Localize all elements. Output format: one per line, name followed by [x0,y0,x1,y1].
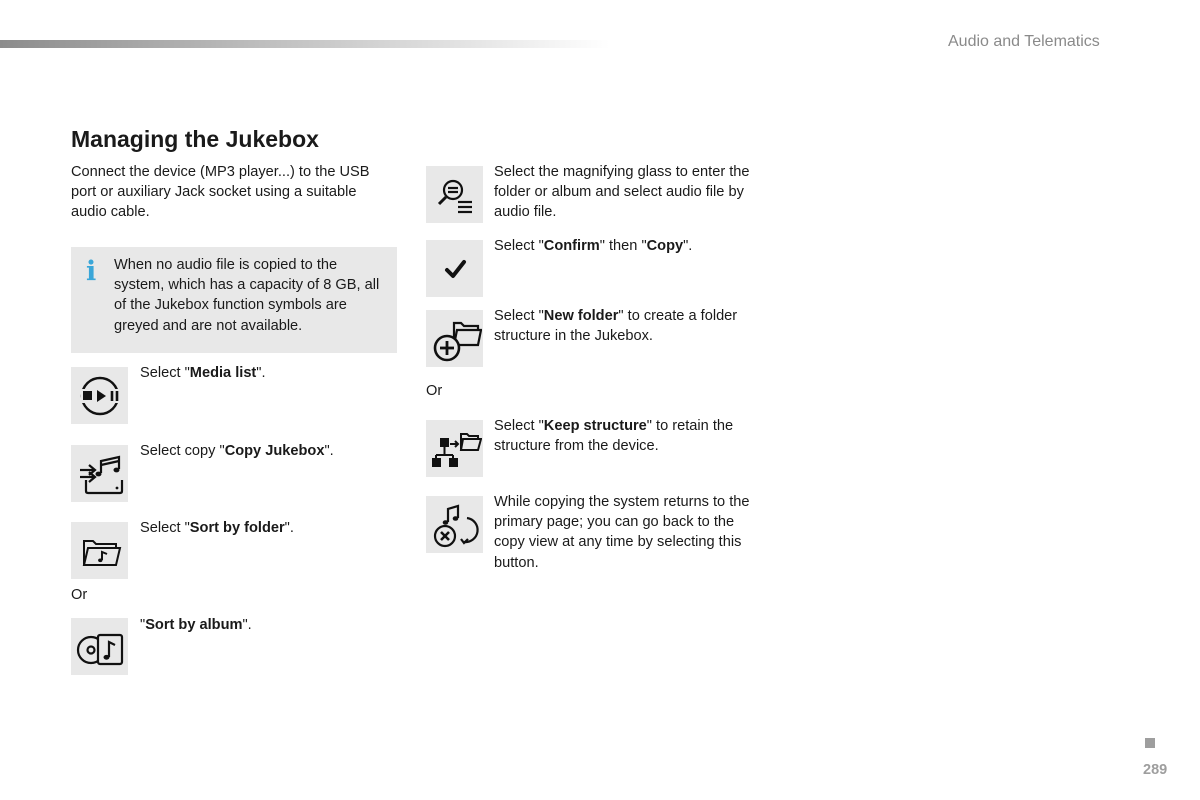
info-icon: i [86,256,97,287]
step-magnifying-glass: Select the magnifying glass to enter the folder or album and select audio file by audio file. [494,164,750,221]
step-confirm-copy: Select "Confirm" then "Copy". [494,238,693,254]
copy-jukebox-icon [71,445,128,502]
step-sort-by-folder: Select "Sort by folder". [140,520,294,536]
step-copy-progress: While copying the system returns to the primary page; you can go back to the copy view at any time by selecting this button. [494,494,750,571]
sort-by-album-icon [71,618,128,675]
section-title: Audio and Telematics [948,33,1100,50]
step-copy-jukebox: Select copy "Copy Jukebox". [140,443,334,459]
copy-progress-icon [426,496,483,553]
page-number: 289 [1143,762,1168,778]
info-note [71,247,397,353]
info-note-text: When no audio file is copied to the system, which has a capacity of 8 GB, all of the Jukebox function symbols are greyed and are not available. [114,257,380,334]
intro-paragraph: Connect the device (MP3 player...) to the USB port or auxiliary Jack socket using a suitable audio cable. [71,164,370,221]
sort-by-folder-icon [71,522,128,579]
step-sort-by-album: "Sort by album". [140,617,252,633]
magnifying-glass-icon [426,166,483,223]
step-media-list: Select "Media list". [140,365,266,381]
checkmark-icon [426,240,483,297]
page-title: Managing the Jukebox [71,126,319,152]
media-list-icon [71,367,128,424]
step-keep-structure: Select "Keep structure" to retain the structure from the device. [494,418,734,455]
step-new-folder: Select "New folder" to create a folder structure in the Jukebox. [494,308,738,345]
new-folder-icon [426,310,483,367]
page-marker [1145,738,1155,748]
or-separator-left: Or [71,587,88,603]
header-gradient-bar [0,40,610,48]
or-separator-right: Or [426,383,443,399]
keep-structure-icon [426,420,483,477]
